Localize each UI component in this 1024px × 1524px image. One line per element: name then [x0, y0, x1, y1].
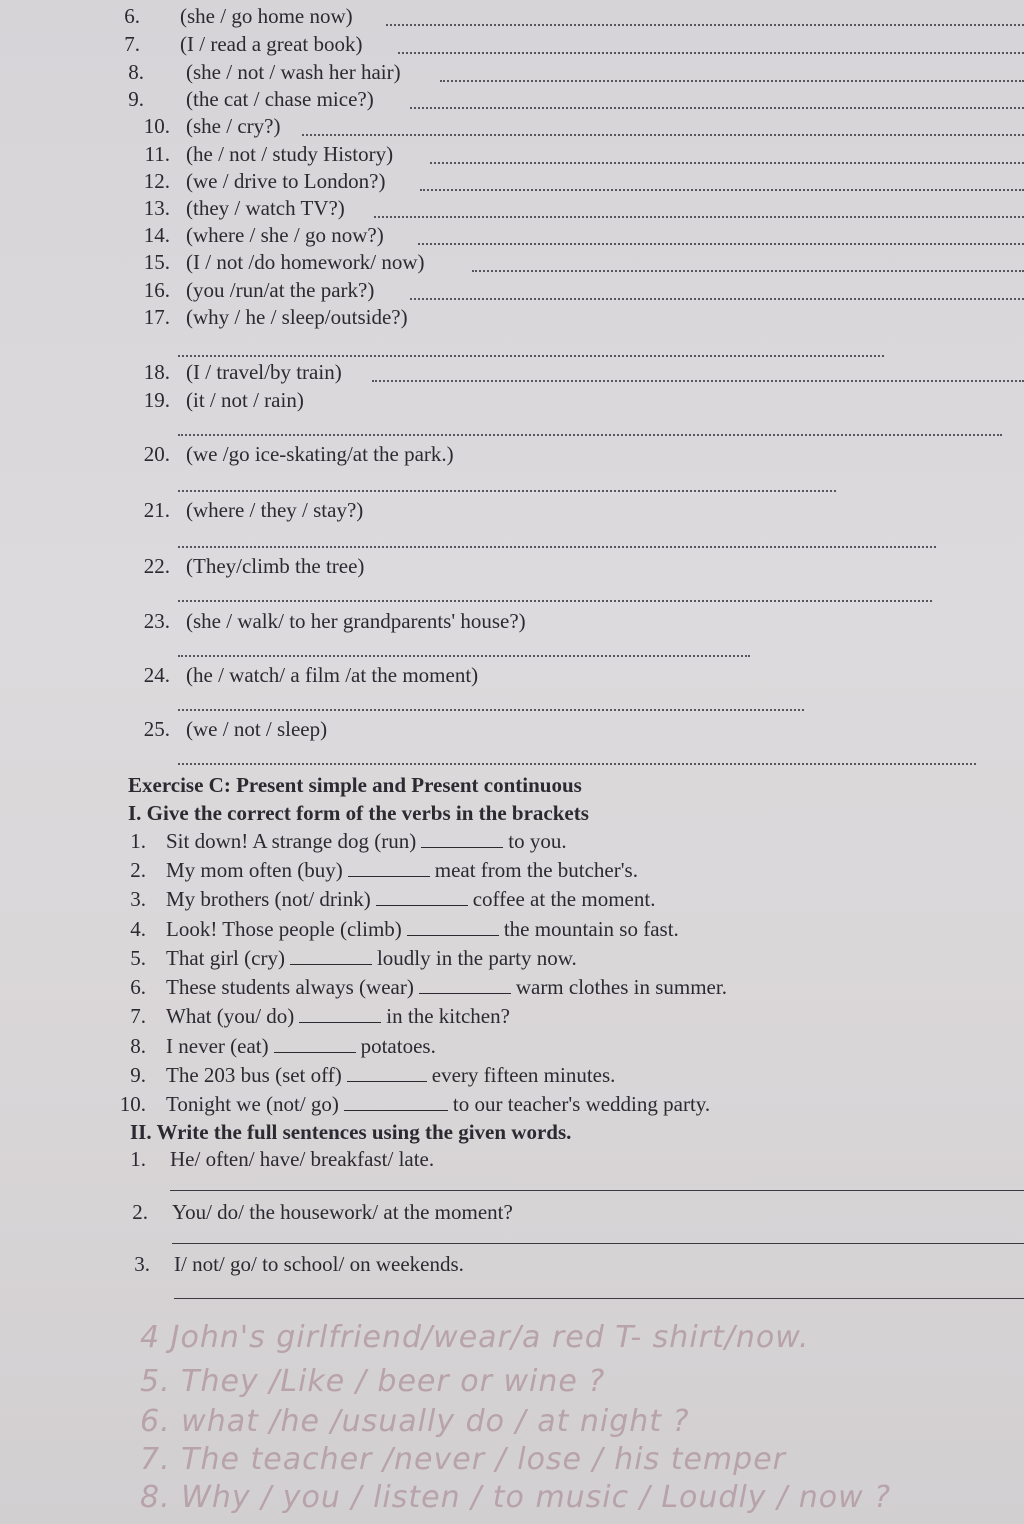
- answer-blank[interactable]: [290, 946, 372, 965]
- item-prompt: (I / travel/by train): [186, 360, 342, 384]
- item-number: 14.: [143, 223, 170, 247]
- item-number: 2.: [130, 858, 146, 882]
- answer-blank[interactable]: [419, 975, 511, 994]
- sentence: [166, 975, 727, 999]
- sentence-prompt: He/ often/ have/ breakfast/ late.: [170, 1147, 435, 1171]
- answer-blank[interactable]: [376, 887, 468, 906]
- sentence: [166, 829, 567, 853]
- sentence-prompt: I/ not/ go/ to school/ on weekends.: [174, 1252, 464, 1276]
- item-number: 10.: [119, 1092, 146, 1116]
- sentence-end: coffee at the moment.: [472, 887, 656, 911]
- sentence-start: I never (eat): [166, 1034, 269, 1058]
- answer-dots: [178, 434, 1002, 436]
- answer-blank[interactable]: [274, 1034, 356, 1053]
- answer-blank[interactable]: [421, 829, 503, 848]
- sentence-end: in the kitchen?: [386, 1004, 510, 1028]
- sentence-end: loudly in the party now.: [376, 946, 577, 970]
- item-number: 17.: [143, 305, 170, 329]
- answer-dots: [420, 189, 1024, 191]
- item-prompt: (she / not / wash her hair): [186, 60, 401, 84]
- answer-dots: [430, 162, 1024, 164]
- item-number: 3.: [134, 1252, 150, 1276]
- sentence-start: That girl (cry): [166, 946, 285, 970]
- sentence-start: My brothers (not/ drink): [166, 887, 371, 911]
- answer-dots: [178, 355, 884, 357]
- sentence-start: Sit down! A strange dog (run): [166, 829, 417, 853]
- answer-dots: [374, 216, 1024, 218]
- item-prompt: (she / go home now): [180, 4, 353, 28]
- item-number: 19.: [143, 388, 170, 412]
- handwritten-line: 8. Why / you / listen / to music / Loudly / now ?: [140, 1480, 892, 1515]
- sentence-start: What (you/ do): [166, 1004, 295, 1028]
- item-number: 6.: [130, 975, 146, 999]
- sentence-end: potatoes.: [360, 1034, 436, 1058]
- item-prompt: (you /run/at the park?): [186, 278, 375, 302]
- sentence: [166, 858, 638, 882]
- item-prompt: (I / not /do homework/ now): [186, 250, 425, 274]
- item-number: 1.: [130, 1147, 146, 1171]
- item-prompt: (we / drive to London?): [186, 169, 386, 193]
- item-number: 6.: [124, 4, 140, 28]
- item-number: 8.: [130, 1034, 146, 1058]
- item-number: 11.: [144, 142, 170, 166]
- item-number: 8.: [128, 60, 144, 84]
- item-number: 3.: [130, 887, 146, 911]
- sentence-end: to our teacher's wedding party.: [452, 1092, 711, 1116]
- answer-line[interactable]: [172, 1243, 1024, 1244]
- item-prompt: (where / they / stay?): [186, 498, 364, 522]
- item-number: 5.: [130, 946, 146, 970]
- sentence-end: warm clothes in summer.: [515, 975, 727, 999]
- item-number: 2.: [132, 1200, 148, 1224]
- exercise-title: Exercise C: Present simple and Present continuous: [128, 773, 582, 797]
- sentence-end: the mountain so fast.: [503, 917, 679, 941]
- item-prompt: (why / he / sleep/outside?): [186, 305, 408, 329]
- item-prompt: (he / watch/ a film /at the moment): [186, 663, 479, 687]
- item-number: 9.: [128, 87, 144, 111]
- answer-dots: [178, 655, 750, 657]
- item-prompt: (she / walk/ to her grandparents' house?): [186, 609, 526, 633]
- answer-blank[interactable]: [344, 1092, 448, 1111]
- sentence: [166, 917, 679, 941]
- item-prompt: (where / she / go now?): [186, 223, 384, 247]
- answer-dots: [410, 298, 1024, 300]
- sentence-end: every fifteen minutes.: [431, 1063, 616, 1087]
- handwritten-line: 6. what /he /usually do / at night ?: [140, 1404, 690, 1439]
- answer-blank[interactable]: [407, 917, 499, 936]
- sentence: [166, 1092, 710, 1116]
- item-number: 23.: [143, 609, 170, 633]
- item-number: 15.: [143, 250, 170, 274]
- answer-dots: [178, 546, 936, 548]
- handwritten-line: 7. The teacher /never / lose / his temper: [140, 1442, 786, 1477]
- answer-blank[interactable]: [299, 1004, 381, 1023]
- sentence: [166, 946, 577, 970]
- answer-dots: [418, 243, 1024, 245]
- item-number: 12.: [143, 169, 170, 193]
- item-number: 7.: [130, 1004, 146, 1028]
- handwritten-line: 4 John's girlfriend/wear/a red T- shirt/now.: [140, 1320, 810, 1355]
- item-prompt: (we /go ice-skating/at the park.): [186, 442, 454, 466]
- item-number: 7.: [124, 32, 140, 56]
- sentence: [166, 1063, 615, 1087]
- item-number: 20.: [143, 442, 170, 466]
- item-prompt: (she / cry?): [186, 114, 281, 138]
- answer-dots: [472, 270, 1024, 272]
- answer-dots: [372, 380, 1024, 382]
- item-number: 25.: [143, 717, 170, 741]
- item-prompt: (the cat / chase mice?): [186, 87, 374, 111]
- item-prompt: (They/climb the tree): [186, 554, 365, 578]
- answer-dots: [178, 490, 836, 492]
- section-title: II. Write the full sentences using the given words.: [130, 1120, 572, 1144]
- sentence: [166, 1004, 510, 1028]
- answer-blank[interactable]: [348, 858, 430, 877]
- answer-dots: [178, 709, 804, 711]
- answer-dots: [302, 134, 1024, 136]
- item-number: 10.: [143, 114, 170, 138]
- sentence-prompt: You/ do/ the housework/ at the moment?: [172, 1200, 513, 1224]
- sentence-start: These students always (wear): [166, 975, 414, 999]
- answer-dots: [440, 80, 1024, 82]
- sentence-start: Look! Those people (climb): [166, 917, 402, 941]
- sentence-end: meat from the butcher's.: [434, 858, 638, 882]
- item-prompt: (he / not / study History): [186, 142, 394, 166]
- sentence-start: My mom often (buy): [166, 858, 343, 882]
- answer-line[interactable]: [174, 1298, 1024, 1299]
- item-number: 16.: [143, 278, 170, 302]
- item-number: 18.: [143, 360, 170, 384]
- answer-dots: [178, 600, 932, 602]
- sentence: [166, 887, 655, 911]
- item-prompt: (we / not / sleep): [186, 717, 328, 741]
- item-number: 9.: [130, 1063, 146, 1087]
- item-number: 22.: [143, 554, 170, 578]
- sentence-end: to you.: [508, 829, 567, 853]
- item-number: 4.: [130, 917, 146, 941]
- sentence: [166, 1034, 436, 1058]
- answer-line[interactable]: [170, 1190, 1024, 1191]
- answer-dots: [386, 24, 1024, 26]
- item-number: 1.: [130, 829, 146, 853]
- section-title: I. Give the correct form of the verbs in the brackets: [128, 801, 589, 825]
- answer-dots: [398, 52, 1024, 54]
- item-prompt: (they / watch TV?): [186, 196, 345, 220]
- handwritten-line: 5. They /Like / beer or wine ?: [140, 1364, 606, 1399]
- answer-blank[interactable]: [347, 1063, 427, 1082]
- sentence-start: The 203 bus (set off): [166, 1063, 342, 1087]
- answer-dots: [410, 107, 1024, 109]
- answer-dots: [178, 763, 976, 765]
- item-prompt: (I / read a great book): [180, 32, 363, 56]
- item-prompt: (it / not / rain): [186, 388, 304, 412]
- item-number: 13.: [143, 196, 170, 220]
- sentence-start: Tonight we (not/ go): [166, 1092, 339, 1116]
- item-number: 21.: [143, 498, 170, 522]
- item-number: 24.: [143, 663, 170, 687]
